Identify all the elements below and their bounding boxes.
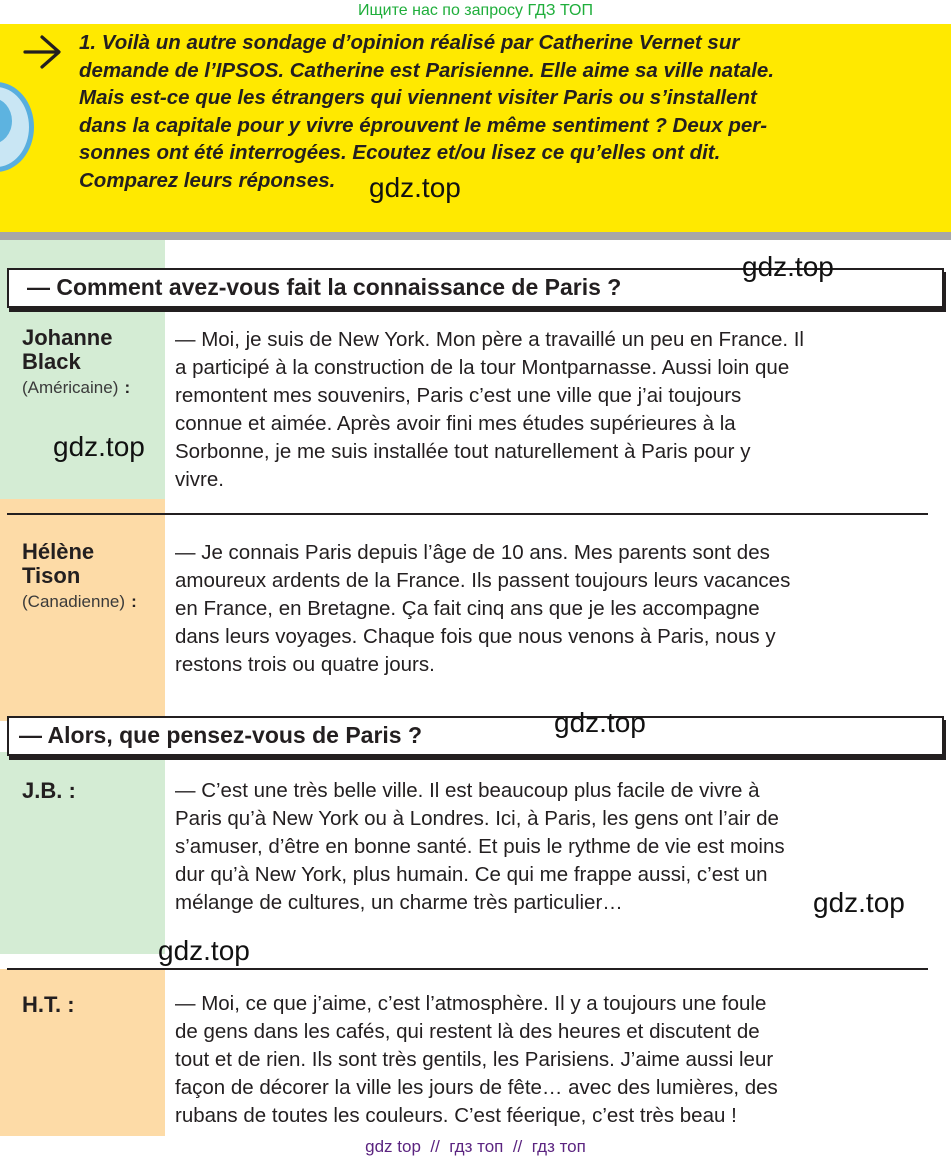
speaker-colon: : — [124, 378, 131, 397]
answer-line: — Je connais Paris depuis l’âge de 10 ans. Mes parents sont des — [175, 541, 770, 564]
watermark: gdz.top — [369, 172, 461, 203]
answer-line: — Moi, je suis de New York. Mon père a travaillé un peu en France. Il — [175, 328, 804, 351]
answer-line: mélange de cultures, un charme très particulier… — [175, 891, 623, 914]
answer-line: dur qu’à New York, plus humain. Ce qui me frappe aussi, c’est un — [175, 863, 768, 886]
answer-line: a participé à la construction de la tour Montparnasse. Aussi loin que — [175, 356, 790, 379]
speaker-first-name: Hélène — [22, 539, 95, 564]
answer-line: connue et aimée. Après avoir fini mes études supérieures à la — [175, 412, 736, 435]
watermark: gdz.top — [742, 251, 834, 282]
task-line: Mais est-ce que les étrangers qui viennent visiter Paris ou s’installent — [79, 86, 757, 110]
answer-line: remontent mes souvenirs, Paris c’est une ville que j’ai toujours — [175, 384, 742, 407]
question-box-2 — [7, 716, 944, 756]
speaker-colon: : — [131, 592, 137, 611]
speaker-initials: H.T. : — [22, 992, 75, 1017]
answer-helene-1 — [175, 539, 935, 679]
task-line: 1. Voilà un autre sondage d’opinion réalisé par Catherine Vernet sur — [79, 31, 740, 54]
section-divider — [7, 968, 928, 970]
speaker-first-name: Johanne — [22, 325, 113, 350]
answer-helene-2 — [175, 990, 935, 1130]
speaker-nationality: (Canadienne) — [22, 592, 126, 611]
task-line: demande de l’IPSOS. Catherine est Parisienne. Elle aime sa ville natale. — [79, 58, 775, 82]
task-line: sonnes ont été interrogées. Ecoutez et/ou lisez ce qu’elles ont dit. — [79, 141, 721, 165]
task-line: Comparez leurs réponses. — [79, 168, 336, 192]
answer-line: — C’est une très belle ville. Il est beaucoup plus facile de vivre à — [175, 779, 760, 802]
watermark: gdz.top — [813, 887, 905, 918]
answer-line: restons trois ou quatre jours. — [175, 653, 435, 676]
answer-line: Sorbonne, je me suis installée tout naturellement à Paris pour y — [175, 440, 751, 463]
task-line: dans la capitale pour y vivre éprouvent le même sentiment ? Deux per- — [79, 113, 768, 137]
speaker-ht — [22, 993, 75, 1017]
speaker-nationality: (Américaine) — [22, 378, 119, 397]
watermark: gdz.top — [158, 935, 250, 966]
answer-line: de gens dans les cafés, qui restent là des heures et discutent de — [175, 1020, 760, 1043]
answer-line: façon de décorer la ville les jours de fête… avec des lumières, des — [175, 1076, 778, 1099]
question-text: — Comment avez-vous fait la connaissance de Paris ? — [27, 274, 622, 300]
speaker-last-name: Tison — [22, 563, 81, 588]
answer-line: tout et de rien. Ils sont très gentils, les Parisiens. J’aime aussi leur — [175, 1048, 774, 1071]
task-divider — [0, 232, 951, 240]
answer-line: rubans de toutes les couleurs. C’est féerique, c’est très beau ! — [175, 1104, 737, 1127]
speaker-johanne-black — [22, 326, 130, 400]
footer-links: gdz top // гдз топ // гдз топ — [365, 1137, 586, 1156]
watermark: gdz.top — [554, 707, 646, 738]
answer-line: en France, en Bretagne. Ça fait cinq ans que je les accompagne — [175, 597, 760, 620]
answer-line: Paris qu’à New York ou à Londres. Ici, à Paris, les gens ont l’air de — [175, 807, 779, 830]
top-banner: Ищите нас по запросу ГДЗ ТОП — [358, 2, 593, 19]
answer-line: amoureux ardents de la France. Ils passent toujours leurs vacances — [175, 569, 791, 592]
section-divider — [7, 513, 928, 515]
question-text: — Alors, que pensez-vous de Paris ? — [19, 722, 423, 748]
speaker-jb — [22, 779, 76, 803]
answer-line: — Moi, ce que j’aime, c’est l’atmosphère. Il y a toujours une foule — [175, 992, 767, 1015]
answer-line: s’amuser, d’être en bonne santé. Et puis le rythme de vie est moins — [175, 835, 785, 858]
arrow-right-icon — [22, 32, 66, 72]
answer-line: dans leurs voyages. Chaque fois que nous venons à Paris, nous y — [175, 625, 776, 648]
speaker-helene-tison — [22, 540, 137, 614]
task-text — [79, 29, 919, 195]
answer-line: vivre. — [175, 468, 224, 491]
speaker-last-name: Black — [22, 349, 81, 374]
answer-johanne-1 — [175, 326, 935, 494]
watermark: gdz.top — [53, 431, 145, 462]
speaker-initials: J.B. : — [22, 778, 76, 803]
